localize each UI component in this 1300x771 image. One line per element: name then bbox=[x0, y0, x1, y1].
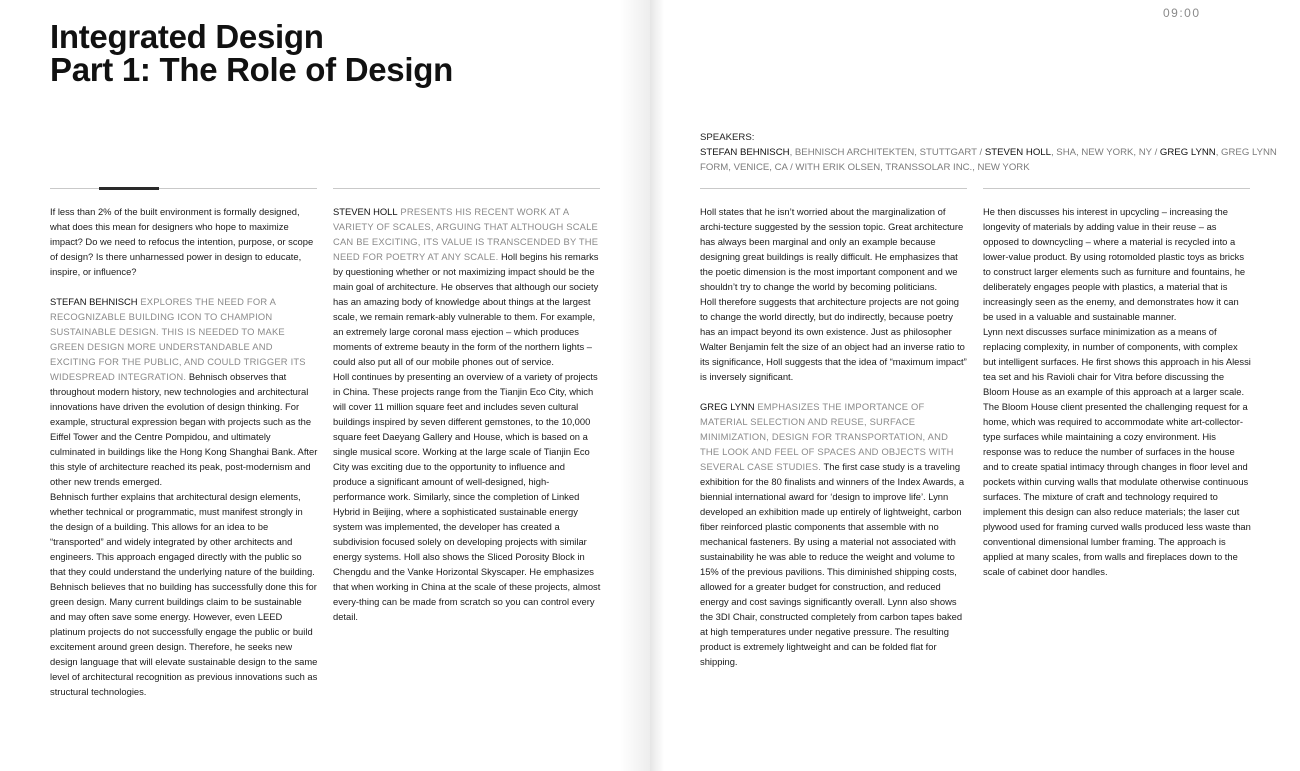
body-text: Behnisch observes that throughout modern history, new technologies and architectural innovations have driven the evolution of design thinking. For example, structural expression began with projects such as the Eiffel Tower and the Centre Pompidou, and ultimately culminated in buildings like the Hong Kong Shanghai Bank. After this style of architecture reached its peak, post-modernism and other new trends emerged. bbox=[50, 371, 318, 487]
body-paragraph: Behnisch believes that no building has successfully done this for green design. Many current buildings claim to be sustainable and may often save some energy. However, even LEED platinum projects do not successfully engage the public or build excitement around green design. Therefore, he seeks new design language that will elevate sustainable design to the same level of architectural recognition as previous innovations such as structural technologies. bbox=[50, 581, 318, 697]
column-rule bbox=[983, 188, 1250, 189]
column-rule bbox=[700, 188, 967, 189]
speakers-label: SPEAKERS: bbox=[700, 132, 755, 143]
holl-paragraph bbox=[333, 204, 601, 369]
body-paragraph: He then discusses his interest in upcycling – increasing the longevity of materials by adding value in their reuse – as opposed to downcycling – where a material is recycled into a lower-value product. By using rotomolded plastic toys as bricks to construct larger elements such as furniture and fountains, he deliberately engages people with plastics, a material that is increasingly seen as the enemy, and demonstrates how it can be used in a valuable and sustainable manner. bbox=[983, 206, 1246, 322]
speaker-name: STEFAN BEHNISCH bbox=[700, 147, 790, 158]
column-rule bbox=[50, 188, 317, 189]
speaker-affiliation: , BEHNISCH ARCHITEKTEN, STUTTGART / bbox=[789, 147, 985, 158]
lynn-paragraph bbox=[700, 399, 968, 669]
text-column-1 bbox=[50, 204, 318, 699]
speaker-summary: EXPLORES THE NEED FOR A RECOGNIZABLE BUILDING ICON TO CHAMPION SUSTAINABLE DESIGN. THIS IS NEEDED TO MAKE GREEN DESIGN MORE UNDERSTANDABLE AND EXCITING FOR THE PUBLIC, AND COULD TRIGGER ITS WIDESPREAD INTEGRATION. bbox=[50, 296, 306, 382]
speaker-summary: PRESENTS HIS RECENT WORK AT A VARIETY OF SCALES, ARGUING THAT ALTHOUGH SCALE CAN BE EXCITING, ITS VALUE IS TRANSCENDED BY THE NEED FOR POETRY AT ANY SCALE. bbox=[333, 206, 599, 262]
body-text: Holl begins his remarks by questioning whether or not maximizing impact should be the main goal of architecture. He observes that although our society has an amazing body of knowledge about things at the largest scale, we remain remark-ably vulnerable to them. For example, an extremely large coronal mass ejection – which produces moments of extreme beauty in the form of the northern lights – could also put all of our mobile phones out of service. bbox=[333, 251, 599, 367]
title-line-2: Part 1: The Role of Design bbox=[50, 51, 453, 88]
speaker-affiliation: , SHA, NEW YORK, NY / bbox=[1050, 147, 1160, 158]
speaker-name: GREG LYNN bbox=[1159, 147, 1216, 158]
speaker-name: GREG LYNN bbox=[700, 401, 755, 412]
speakers-block bbox=[700, 130, 1300, 175]
speaker-name: STEVEN HOLL bbox=[984, 147, 1051, 158]
title-line-1: Integrated Design bbox=[50, 18, 324, 55]
gutter-shadow bbox=[620, 0, 650, 771]
speaker-name: STEVEN HOLL bbox=[333, 206, 398, 217]
accent-bar bbox=[99, 187, 159, 190]
body-paragraph: The Bloom House client presented the challenging request for a home, which was required to accommodate white art-collector-type surfaces while maintaining a cozy environment. His response was to reduce the number of surfaces in the house and to create spatial intimacy through changes in floor level and pockets within curving walls that modulate otherwise continuous surfaces. The mixture of craft and technology required to implement this design can also reduce materials; the laser cut plywood used for framing curved walls produced less waste than conventional dimensional lumber framing. The approach is applied at many scales, from walls and fireplaces down to the scale of cabinet door handles. bbox=[983, 401, 1251, 577]
body-paragraph: Holl continues by presenting an overview of a variety of projects in China. These projects range from the Tianjin Eco City, which will cover 11 million square feet and includes seven cultural buildings inspired by seven different gemstones, to the 10,000 square feet Daeyang Gallery and House, which is based on a single musical score. Working at the large scale of Tianjin Eco City was exciting due to the opportunity to influence and produce a significant amount of well-designed, high-performance work. Similarly, since the completion of Linked Hybrid in Beijing, where a sophisticated sustainable energy system was implemented, the developer has created a subdivision focused solely on developing projects with similar energy systems. Holl also shows the Sliced Porosity Block in Chengdu and the Vanke Horizontal Skyscaper. He emphasizes that when working in China at the scale of these projects, almost every-thing can be made from scratch so you can control every detail. bbox=[333, 371, 601, 622]
column-rule bbox=[333, 188, 600, 189]
body-paragraph: Behnisch further explains that architectural design elements, whether technical or programmatic, must manifest strongly in the design of a building. This allows for an idea to be “transported” and widely integrated by other architects and engineers. This approach engaged directly with the public so that they could understand the underlying nature of the building. bbox=[50, 491, 315, 577]
text-column-3 bbox=[700, 204, 968, 669]
behnisch-paragraph bbox=[50, 294, 318, 489]
page-title bbox=[50, 20, 453, 86]
body-paragraph: Lynn next discusses surface minimization as a means of replacing complexity, in number of components, with complex but intelligent surfaces. He first shows this approach in his Alessi tea set and his Ravioli chair for Vitra before discussing the Bloom House as an example of this approach at a larger scale. bbox=[983, 326, 1251, 397]
session-time: 09:00 bbox=[1163, 6, 1201, 20]
speaker-summary: EMPHASIZES THE IMPORTANCE OF MATERIAL SELECTION AND REUSE, SURFACE MINIMIZATION, DESIGN FOR TRANSPORTATION, AND THE LOOK AND FEEL OF SPACES AND OBJECTS WITH SEVERAL CASE STUDIES. bbox=[700, 401, 954, 472]
gutter-shadow bbox=[650, 0, 664, 771]
speaker-name: STEFAN BEHNISCH bbox=[50, 296, 138, 307]
right-page bbox=[650, 0, 1300, 771]
body-paragraph: Holl states that he isn’t worried about the marginalization of archi-tecture suggested by the session topic. Great architecture has always been marginal and only an example because designing great buildings is really difficult. He emphasizes that the poetic dimension is the most important component and we shouldn’t try to change the world by becoming politicians. bbox=[700, 206, 964, 292]
text-column-2 bbox=[333, 204, 601, 624]
body-paragraph: Holl therefore suggests that architecture projects are not going to change the world directly, but do indirectly, because poetry has an impact beyond its own existence. Just as philosopher Walter Benjamin felt the size of an object had an inverse ratio to its significance, Holl suggests that the idea of “maximum impact” is inversely significant. bbox=[700, 296, 967, 382]
speaker-affiliation: , GREG LYNN FORM, VENICE, CA / WITH ERIK OLSEN, TRANSSOLAR INC., NEW YORK bbox=[700, 147, 1277, 173]
text-column-4 bbox=[983, 204, 1251, 579]
body-text: The first case study is a traveling exhibition for the 80 finalists and winners of the Index Awards, a biennial international award for ‘design to improve life’. Lynn developed an exhibition made up entirely of lightweight, carbon fiber reinforced plastic components that assemble with no mechanical fasteners. By using a material not associated with sustainability he was able to reduce the weight and volume to 15% of the previous pavilions. This diminished shipping costs, allowed for a greater budget for construction, and reduced energy and cost savings significantly overall. Lynn also shows the 3DI Chair, constructed completely from carbon tapes baked at high temperatures under negative pressure. The resulting product is extremely lightweight and can be folded flat for shipping. bbox=[700, 461, 965, 667]
intro-paragraph: If less than 2% of the built environment is formally designed, what does this mean for designers who hope to maximize impact? Do we need to refocus the intention, purpose, or scope of design? Is there unharnessed power in design to educate, inspire, or influence? bbox=[50, 206, 314, 277]
